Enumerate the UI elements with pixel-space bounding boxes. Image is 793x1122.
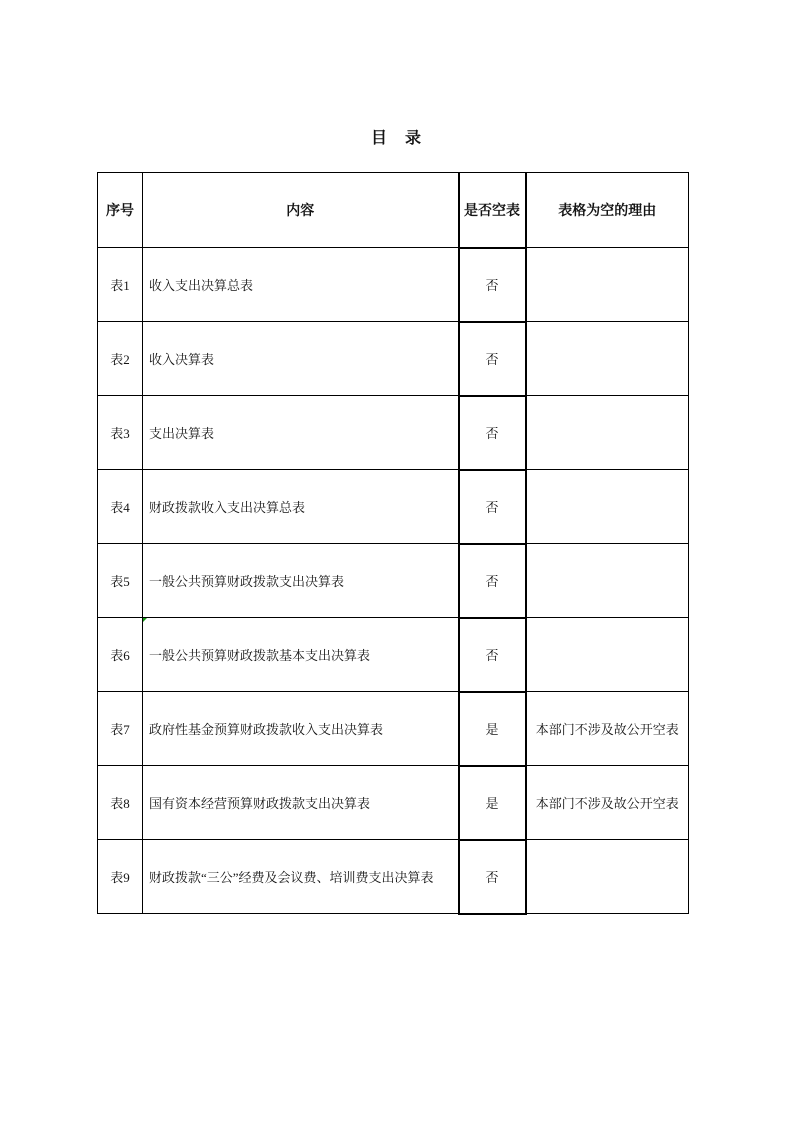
row-content: 财政拨款“三公”经费及会议费、培训费支出决算表 [143, 840, 459, 914]
row-seq-no: 表7 [98, 692, 143, 766]
row-is-empty: 否 [459, 618, 526, 692]
row-seq-no: 表6 [98, 618, 143, 692]
table-row [98, 322, 689, 396]
header-content: 内容 [143, 173, 459, 248]
header-is-empty: 是否空表 [459, 173, 526, 248]
row-is-empty: 否 [459, 248, 526, 322]
row-reason [526, 618, 689, 692]
row-is-empty: 否 [459, 840, 526, 914]
row-reason [526, 470, 689, 544]
row-is-empty: 否 [459, 470, 526, 544]
row-is-empty: 否 [459, 396, 526, 470]
table-row [98, 840, 689, 914]
toc-table [97, 172, 689, 915]
row-seq-no: 表1 [98, 248, 143, 322]
row-content: 收入支出决算总表 [143, 248, 459, 322]
row-content: 政府性基金预算财政拨款收入支出决算表 [143, 692, 459, 766]
row-content-text: 一般公共预算财政拨款基本支出决算表 [149, 648, 371, 663]
row-content: 收入决算表 [143, 322, 459, 396]
row-reason: 本部门不涉及故公开空表 [526, 692, 689, 766]
header-empty-reason: 表格为空的理由 [526, 173, 689, 248]
table-header-row [98, 173, 689, 248]
table-row [98, 544, 689, 618]
header-seq-no: 序号 [98, 173, 143, 248]
row-content: 国有资本经营预算财政拨款支出决算表 [143, 766, 459, 840]
table-row [98, 618, 689, 692]
row-reason [526, 396, 689, 470]
row-seq-no: 表5 [98, 544, 143, 618]
row-seq-no: 表4 [98, 470, 143, 544]
row-content [143, 618, 459, 692]
green-corner-marker-icon [143, 618, 149, 625]
row-reason [526, 544, 689, 618]
table-row [98, 692, 689, 766]
table-row [98, 396, 689, 470]
row-content: 财政拨款收入支出决算总表 [143, 470, 459, 544]
row-reason [526, 840, 689, 914]
row-is-empty: 否 [459, 322, 526, 396]
row-reason [526, 248, 689, 322]
row-is-empty: 否 [459, 544, 526, 618]
row-reason: 本部门不涉及故公开空表 [526, 766, 689, 840]
page-title: 目 录 [370, 130, 422, 147]
row-content: 支出决算表 [143, 396, 459, 470]
row-seq-no: 表3 [98, 396, 143, 470]
row-seq-no: 表2 [98, 322, 143, 396]
row-content: 一般公共预算财政拨款支出决算表 [143, 544, 459, 618]
row-is-empty: 是 [459, 766, 526, 840]
table-row [98, 248, 689, 322]
table-row [98, 470, 689, 544]
row-is-empty: 是 [459, 692, 526, 766]
table-row [98, 766, 689, 840]
row-reason [526, 322, 689, 396]
row-seq-no: 表9 [98, 840, 143, 914]
row-seq-no: 表8 [98, 766, 143, 840]
